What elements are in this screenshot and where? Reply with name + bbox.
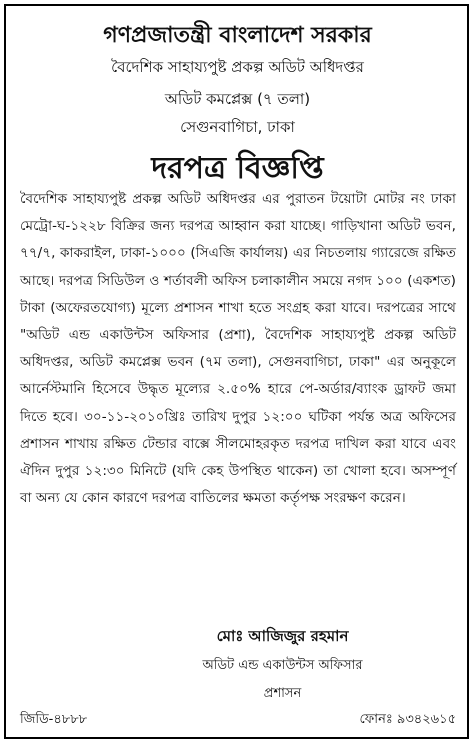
phone-number: ফোনঃ ৯৩৪২৬১৫ bbox=[359, 712, 456, 727]
notice-body: বৈদেশিক সাহায্যপুষ্ট প্রকল্প অডিট অধিদপ্তর এর পুরাতন টয়োটা মোটর নং ঢাকা মেট্রো-ঘ-১২২৮ বিক্রির জন্য দরপত্র আহ্বান করা যাচ্ছে। গাড়িখানা অডিট ভবন, ৭৭/৭, কাকরাইল, ঢাকা-১০০০ (সিএজি কার্যালয়) এর নিচতলায় গ্যারেজে রক্ষিত আছে। দরপত্র সিডিউল ও শর্তাবলী অফিস চলাকালীন সময়ে নগদ ১০০ (একশত) টাকা (অফেরতযোগ্য) মূল্যে প্রশাসন শাখা হতে সংগ্রহ করা যাবে। দরপত্রের সাথে "অডিট এন্ড একাউন্টস অফিসার (প্রশা), বৈদেশিক সাহায্যপুষ্ট প্রকল্প অডিট অধিদপ্তর, অডিট কমপ্লেক্স ভবন (৭ম তলা), সেগুনবাগিচা, ঢাকা" এর অনুকূলে আর্নেস্টমানি হিসেবে উদ্ধৃত মূল্যের ২.৫০% হারে পে-অর্ডার/ব্যাংক ড্রাফট জমা দিতে হবে। ৩০-১১-২০১০খ্রিঃ তারিখ দুপুর ১২:০০ ঘটিকা পর্যন্ত অত্র অফিসের প্রশাসন শাখায় রক্ষিত টেন্ডার বাক্সে সীলমোহরকৃত দরপত্র দাখিল করা যাবে এবং ঐদিন দুপুর ১২:৩০ মিনিটে (যদি কেহ উপস্থিত থাকেন) তা খোলা হবে। অসম্পূর্ণ বা অন্য যে কোন কারণে দরপত্র বাতিলের ক্ষমতা কর্তৃপক্ষ সংরক্ষণ করেন। bbox=[20, 191, 456, 507]
office-address: সেগুনবাগিচা, ঢাকা bbox=[180, 118, 295, 136]
government-heading: গণপ্রজাতন্ত্রী বাংলাদেশ সরকার bbox=[103, 23, 372, 48]
reference-number: জিডি-৪৮৮৮ bbox=[20, 712, 88, 727]
notice-title: দরপত্র বিজ্ঞপ্তি bbox=[151, 151, 324, 186]
signatory-title: অডিট এন্ড একাউন্টস অফিসার bbox=[202, 658, 363, 673]
signatory-department: প্রশাসন bbox=[263, 686, 302, 701]
signatory-name: মোঃ আজিজুর রহমান bbox=[216, 627, 349, 645]
directorate-name: বৈদেশিক সাহায্যপুষ্ট প্রকল্প অডিট অধিদপ্তর bbox=[111, 58, 364, 76]
office-complex: অডিট কমপ্লেক্স (৭ তলা) bbox=[164, 90, 311, 108]
